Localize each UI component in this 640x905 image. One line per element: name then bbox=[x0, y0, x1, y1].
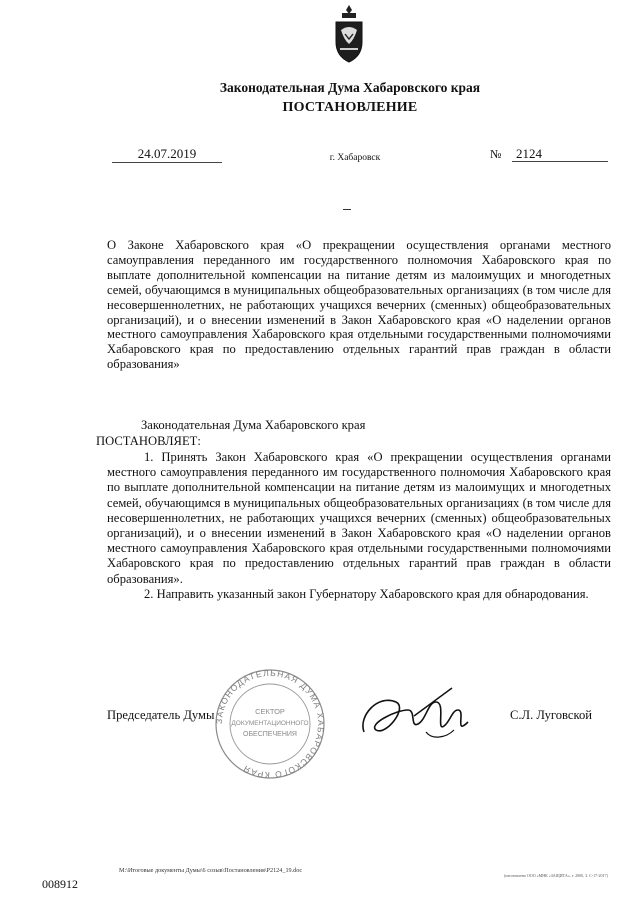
resolution-items bbox=[107, 450, 611, 602]
svg-text:ДОКУМЕНТАЦИОННОГО: ДОКУМЕНТАЦИОННОГО bbox=[231, 720, 309, 727]
svg-text:СЕКТОР: СЕКТОР bbox=[255, 707, 285, 716]
svg-text:ОБЕСПЕЧЕНИЯ: ОБЕСПЕЧЕНИЯ bbox=[243, 731, 297, 738]
form-code: 008912 bbox=[42, 877, 78, 891]
preamble-authority: Законодательная Дума Хабаровского края bbox=[141, 418, 366, 432]
document-type: ПОСТАНОВЛЕНИЕ bbox=[282, 100, 418, 115]
resolution-item-2: 2. Направить указанный закон Губернатору Хабаровского края для обнародования. bbox=[144, 586, 589, 601]
number-sign: № bbox=[490, 147, 502, 161]
city-label: г. Хабаровск bbox=[329, 153, 381, 163]
document-date: 24.07.2019 bbox=[112, 146, 222, 163]
svg-text:ЗАКОНОДАТЕЛЬНАЯ ДУМА ХАБАРОВСК: ЗАКОНОДАТЕЛЬНАЯ ДУМА ХАБАРОВСКОГО КРАЯ bbox=[213, 668, 327, 780]
organization-title: Законодательная Дума Хабаровского края bbox=[219, 80, 481, 95]
coat-of-arms-icon bbox=[332, 4, 366, 66]
printer-note: (изготовлено ООО «МНК «ЗАЩИТА», т. 2000, 3. С-17-2017) bbox=[504, 873, 608, 878]
handwritten-signature bbox=[356, 680, 476, 752]
official-stamp bbox=[200, 668, 340, 780]
preamble-resolves: ПОСТАНОВЛЯЕТ: bbox=[96, 434, 201, 448]
document-number: 2124 bbox=[512, 146, 608, 162]
document-subject: О Законе Хабаровского края «О прекращении осуществления органами местного самоуправления переданного им государственного полномочия Хабаровского края по выплате дополнительной компенсации на питание детям из малоимущих и многодетных семей, обучающимся в муниципальных общеобразовательных организациях (в том числе для несовершеннолетних, не работающих учащихся вечерних (сменных) общеобразовательных организаций), и о внесении изменений в Закон Хабаровского края «О наделении органов местного самоуправления Хабаровского края отдельными государственными полномочиями Хабаровского края по предоставлению отдельных гарантий прав граждан в области образования» bbox=[107, 238, 611, 372]
file-path: М:\Итоговые документы Думы\6 созыв\Постановления\Р2124_19.doc bbox=[119, 867, 303, 874]
resolution-item-1: 1. Принять Закон Хабаровского края «О прекращении осуществления органами местного самоуправления переданного им государственного полномочия Хабаровского края по выплате дополнительной компенсации на питание детям из малоимущих и многодетных семей, обучающимся в муниципальных общеобразовательных организациях (в том числе для несовершеннолетних, не работающих учащихся вечерних (сменных) общеобразовательных организаций), и о внесении изменений в Закон Хабаровского края «О наделении органов местного самоуправления Хабаровского края отдельными государственными полномочиями Хабаровского края по предоставлению отдельных гарантий прав граждан в области образования». bbox=[107, 450, 611, 586]
chairman-name: С.Л. Луговской bbox=[510, 708, 593, 722]
center-mark bbox=[343, 209, 351, 210]
chairman-title: Председатель Думы bbox=[107, 708, 215, 722]
